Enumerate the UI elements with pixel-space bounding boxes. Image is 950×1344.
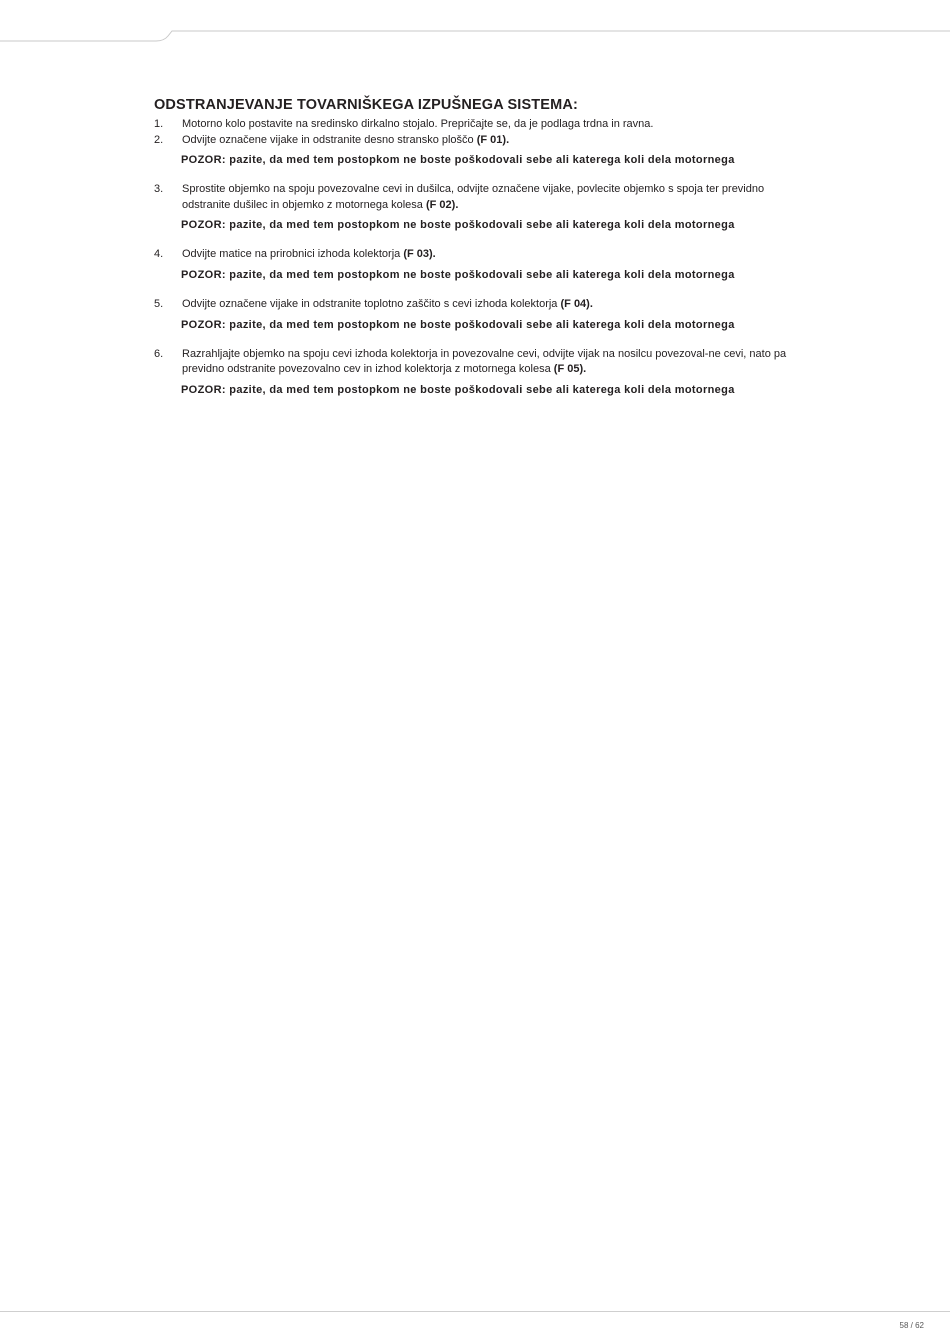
section-title: ODSTRANJEVANJE TOVARNIŠKEGA IZPUŠNEGA SISTEMA: [154, 97, 578, 113]
warning-note: POZOR: pazite, da med tem postopkom ne boste poškodovali sebe ali katerega koli dela motornega [181, 268, 735, 281]
step-number: 1. [154, 118, 164, 130]
step-text: Odvijte označene vijake in odstranite desno stransko ploščo [182, 133, 474, 146]
step-text: Odvijte označene vijake in odstranite toplotno zaščito s cevi izhoda kolektorja [182, 297, 558, 310]
list-item [154, 297, 814, 313]
list-item [154, 347, 814, 378]
warning-note: POZOR: pazite, da med tem postopkom ne boste poškodovali sebe ali katerega koli dela motornega [181, 219, 735, 232]
warning-note: POZOR: pazite, da med tem postopkom ne boste poškodovali sebe ali katerega koli dela motornega [181, 318, 735, 331]
step-text: Sprostite objemko na spoju povezovalne cevi in dušilca, odvijte označene vijake, povlecite objemko s spoja ter previdno odstranite dušilec in objemko z motornega kolesa [182, 183, 765, 211]
figure-reference: (F 02). [425, 198, 459, 211]
list-item [154, 182, 814, 213]
document-body [154, 96, 814, 412]
figure-reference: (F 03). [403, 248, 436, 261]
step-text: Motorno kolo postavite na sredinsko dirkalno stojalo. Prepričajte se, da je podlaga trdna in ravna. [182, 118, 654, 130]
list-item [154, 247, 814, 263]
step-number: 4. [154, 248, 164, 261]
step-number: 5. [154, 297, 164, 310]
step-text: Odvijte matice na prirobnici izhoda kolektorja [182, 248, 401, 261]
warning-note: POZOR: pazite, da med tem postopkom ne boste poškodovali sebe ali katerega koli dela motornega [181, 383, 735, 396]
list-item [154, 117, 814, 133]
step-number: 3. [154, 183, 164, 196]
step-number: 2. [154, 133, 164, 146]
page-number: 58 / 62 [899, 1321, 924, 1330]
warning-note: POZOR: pazite, da med tem postopkom ne boste poškodovali sebe ali katerega koli dela motornega [181, 154, 735, 167]
figure-reference: (F 01). [476, 133, 510, 146]
step-text: Razrahljajte objemko na spoju cevi izhoda kolektorja in povezovalne cevi, odvijte vijak na nosilcu povezoval-ne cevi, nato pa previdno odstranite povezovalno cev in izhod kolektorja z motornega kolesa [182, 347, 787, 376]
list-item [154, 133, 814, 149]
footer-rule [0, 1311, 950, 1312]
step-number: 6. [154, 347, 164, 360]
header-rule [0, 0, 950, 50]
figure-reference: (F 04). [560, 297, 593, 310]
figure-reference: (F 05). [553, 363, 587, 376]
